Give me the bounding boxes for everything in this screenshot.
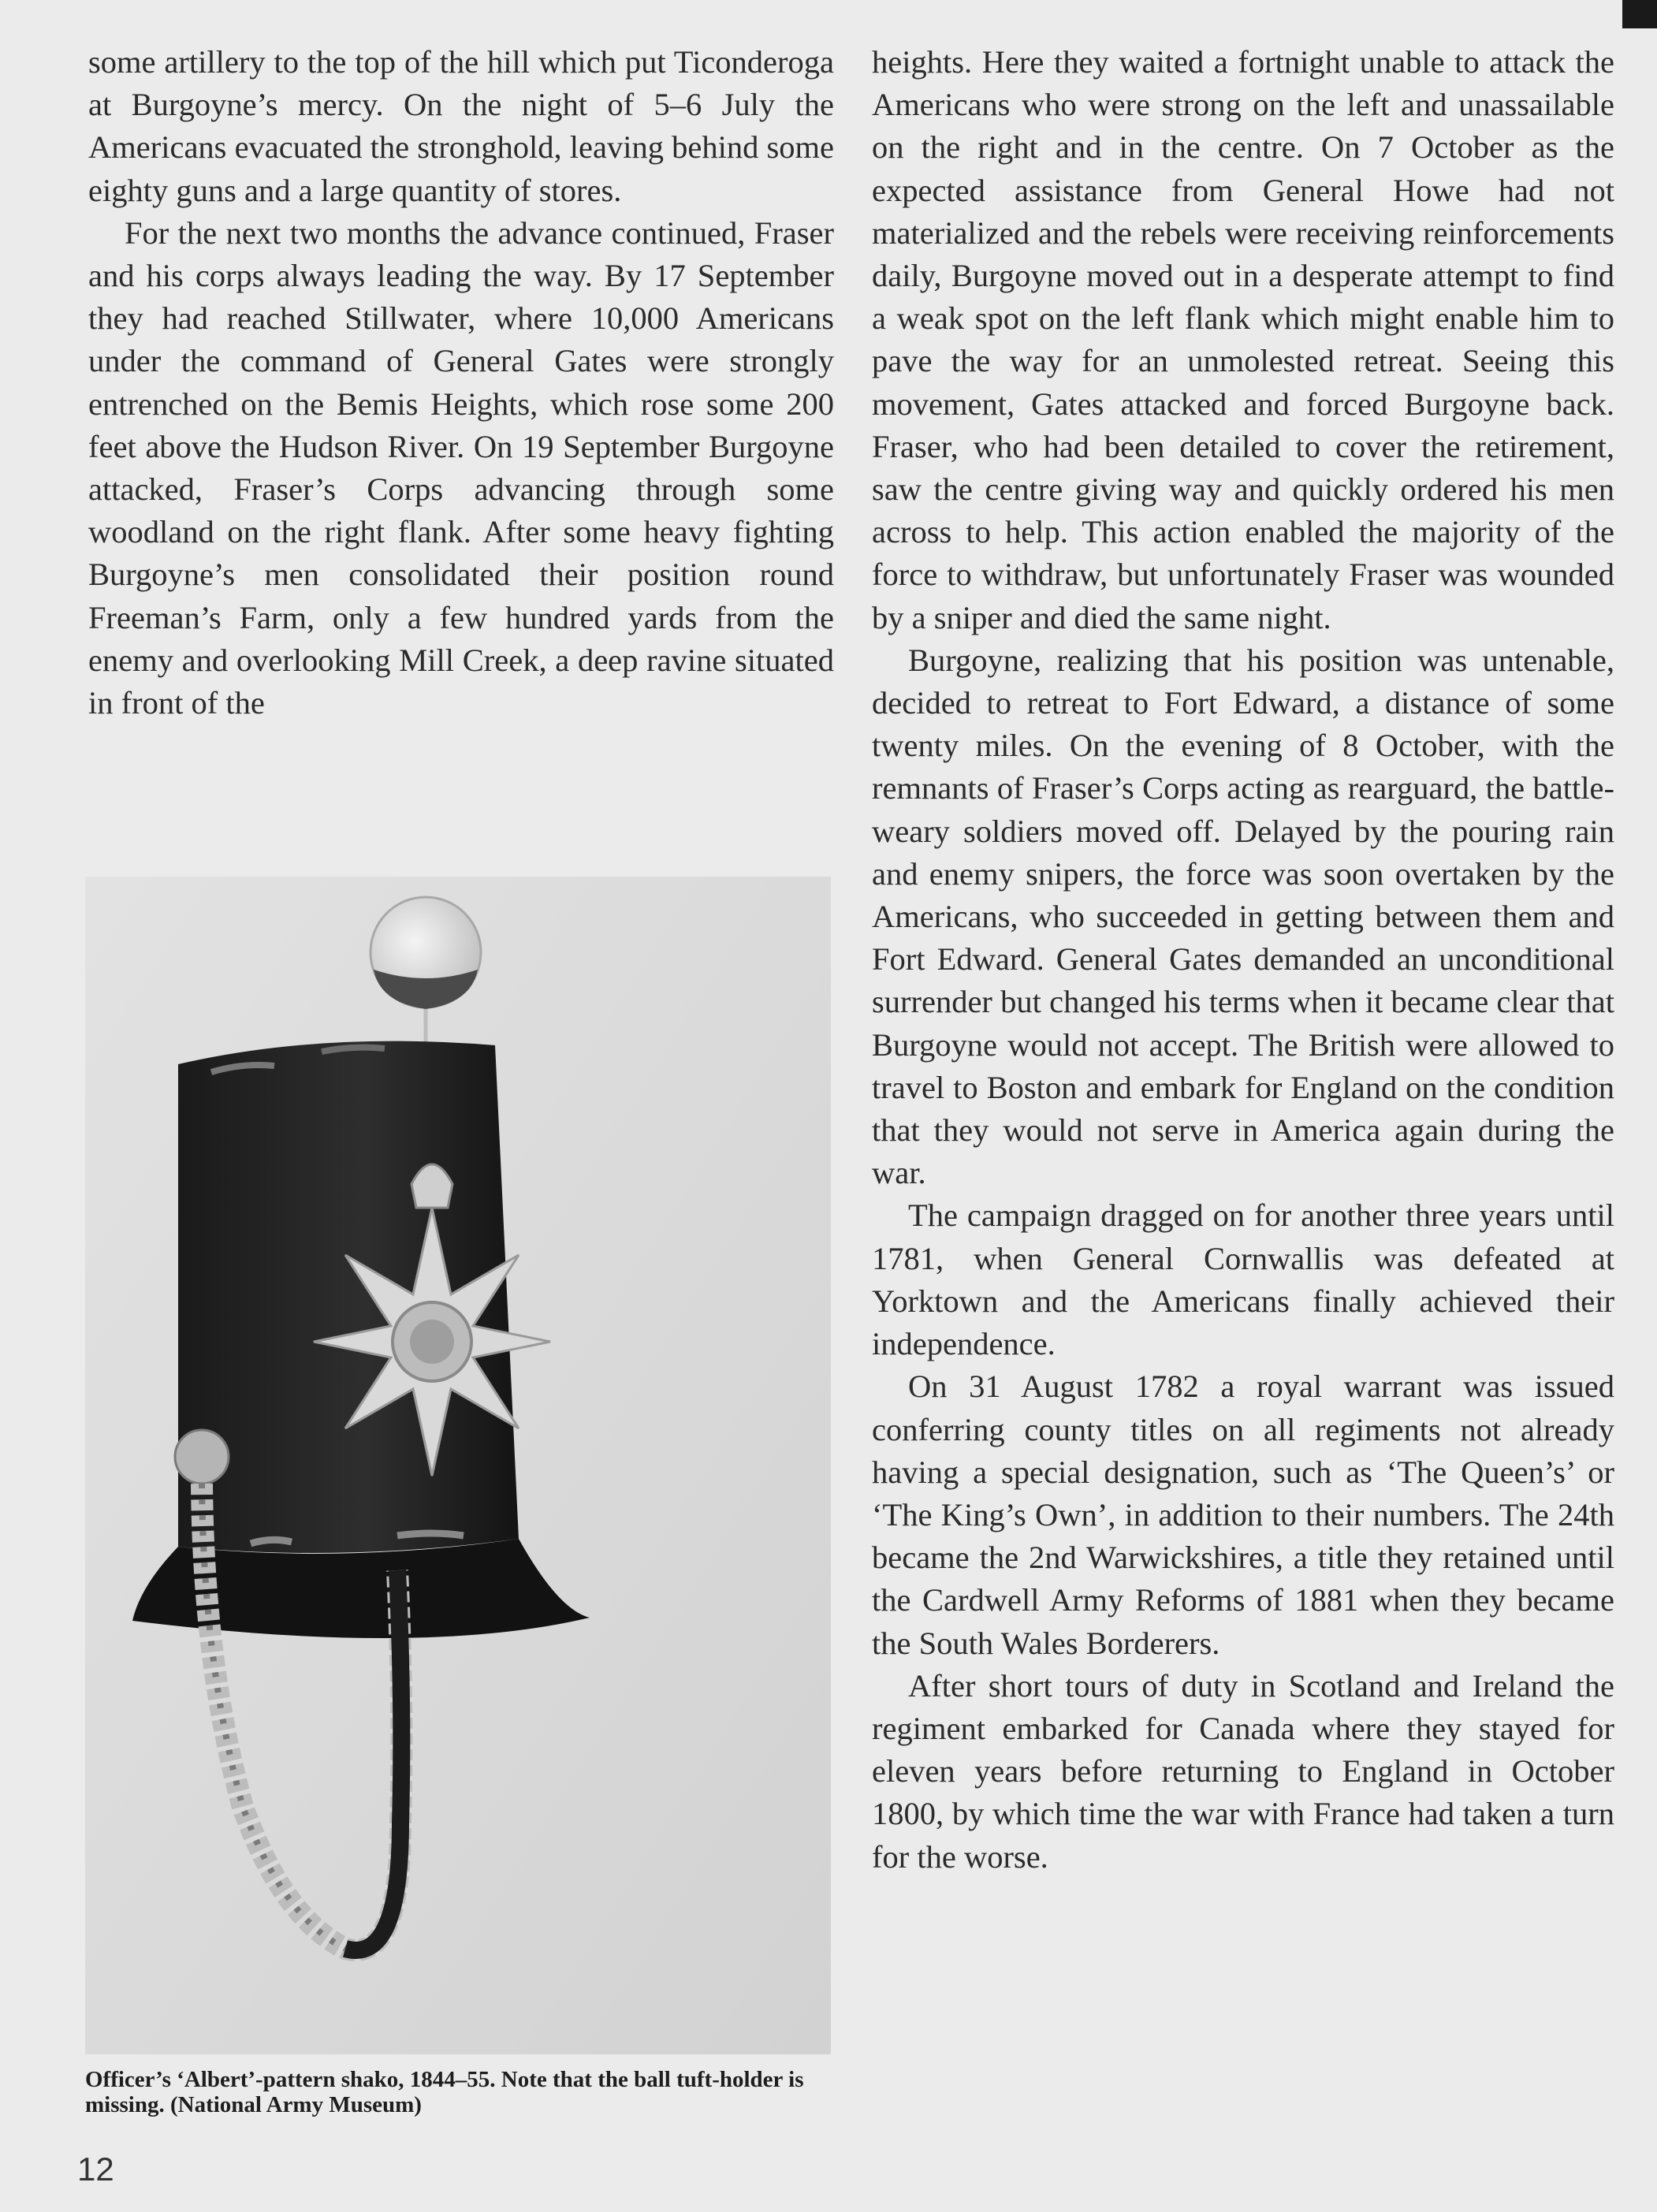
figure-caption: Officer’s ‘Albert’-pattern shako, 1844–55. Note that the ball tuft-holder is missing. (National Army Museum) xyxy=(85,2067,804,2117)
left-paragraph-1: some artillery to the top of the hill which put Ticonderoga at Burgoyne’s mercy. On the night of 5–6 July the Americans evacuated the stronghold, leaving behind some eighty guns and a large quantity of stores. xyxy=(88,44,834,208)
page-number: 12 xyxy=(77,2151,114,2188)
right-paragraph-2: Burgoyne, realizing that his position was untenable, decided to retreat to Fort Edward, a distance of some twenty miles. On the evening of 8 October, with the remnants of Fraser’s Corps acting as rearguard, the battle-weary soldiers moved off. Delayed by the pouring rain and enemy snipers, the force was soon overtaken by the Americans, who succeeded in getting between them and Fort Edward. General Gates demanded an unconditional surrender but changed his terms when it became clear that Burgoyne would not accept. The British were allowed to travel to Boston and embark for England on the condition that they would not serve in America again during the war. xyxy=(872,642,1614,1191)
shako-illustration xyxy=(85,877,831,2054)
right-paragraph-5: After short tours of duty in Scotland and Ireland the regiment embarked for Canada where they stayed for eleven years before returning to England in October 1800, by which time the war with France had taken a turn for the worse. xyxy=(872,1667,1614,1875)
right-text-column xyxy=(872,41,1614,1879)
left-paragraph-2: For the next two months the advance continued, Fraser and his corps always leading the way. By 17 September they had reached Stillwater, where 10,000 Americans under the command of General Gates were strongly entrenched on the Bemis Heights, which rose some 200 feet above the Hudson River. On 19 September Burgoyne attacked, Fraser’s Corps advancing through some woodland on the right flank. After some heavy fighting Burgoyne’s men consolidated their position round Freeman’s Farm, only a few hundred yards from the enemy and overlooking Mill Creek, a deep ravine situated in front of the xyxy=(88,214,834,721)
shako-photograph xyxy=(85,877,831,2054)
rosette xyxy=(175,1430,229,1484)
page-corner-mark xyxy=(1622,0,1657,28)
right-paragraph-1: heights. Here they waited a fortnight unable to attack the Americans who were strong on the left and unassailable on the right and in the centre. On 7 October as the expected assistance from General Howe had not materialized and the rebels were receiving reinforcements daily, Burgoyne moved out in a desperate attempt to find a weak spot on the left flank which might enable him to pave the way for an unmolested retreat. Seeing this movement, Gates attacked and forced Burgoyne back. Fraser, who had been detailed to cover the retirement, saw the centre giving way and quickly ordered his men across to help. This action enabled the majority of the force to withdraw, but unfortunately Fraser was wounded by a sniper and died the same night. xyxy=(872,44,1614,635)
left-text-column xyxy=(88,41,834,724)
right-paragraph-3: The campaign dragged on for another three years until 1781, when General Cornwallis was defeated at Yorktown and the Americans finally achieved their independence. xyxy=(872,1197,1614,1362)
right-paragraph-4: On 31 August 1782 a royal warrant was issued conferring county titles on all regiments not already having a special designation, such as ‘The Queen’s’ or ‘The King’s Own’, in addition to their numbers. The 24th became the 2nd Warwickshires, a title they retained until the Cardwell Army Reforms of 1881 when they became the South Wales Borderers. xyxy=(872,1369,1614,1661)
